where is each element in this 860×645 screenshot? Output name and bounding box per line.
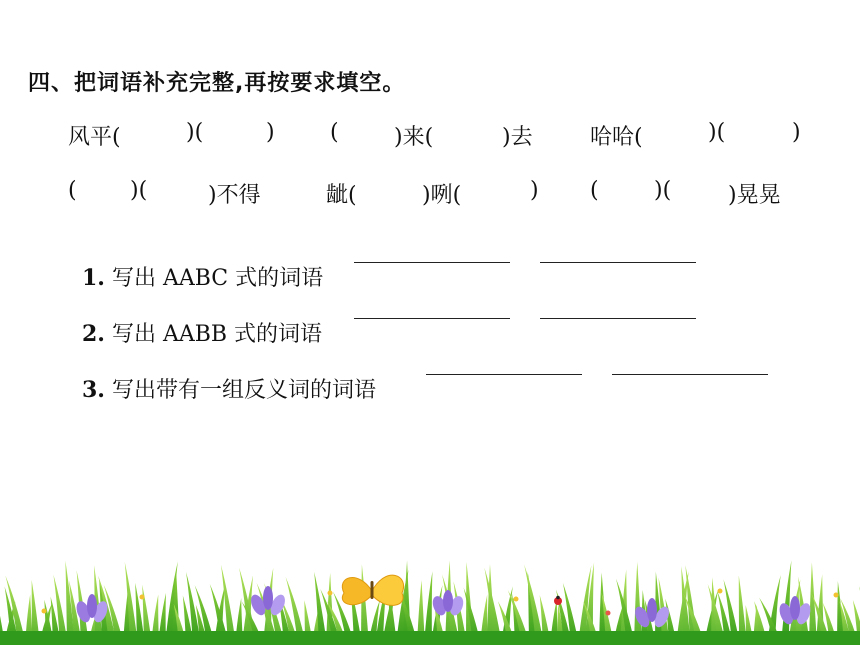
- bracket-close-open: )(: [708, 120, 726, 145]
- fill-row-1: [68, 120, 828, 152]
- fill-row-2: [68, 178, 828, 210]
- question-text: 写出带有一组反义词的词语: [104, 378, 376, 403]
- bracket-open: (: [590, 178, 599, 203]
- question-3: [68, 348, 376, 404]
- word-budei: )不得: [208, 183, 261, 208]
- answer-blank[interactable]: [354, 318, 510, 319]
- word-fengping: 风平(: [68, 125, 121, 150]
- answer-blank[interactable]: [354, 262, 510, 263]
- butterfly-icon: [342, 575, 403, 605]
- word-qu: )去: [502, 125, 533, 150]
- bracket-open: (: [330, 120, 339, 145]
- answer-blank[interactable]: [612, 374, 768, 375]
- word-zi: 龇(: [326, 183, 357, 208]
- word-haha: 哈哈(: [590, 125, 643, 150]
- word-lie: )咧(: [422, 183, 462, 208]
- answer-blank[interactable]: [426, 374, 582, 375]
- question-1: [68, 236, 323, 292]
- bracket-close: ): [792, 120, 801, 145]
- bracket-open: (: [68, 178, 77, 203]
- answer-blank[interactable]: [540, 262, 696, 263]
- question-number: 1.: [82, 265, 105, 291]
- bracket-close-open: )(: [186, 120, 204, 145]
- question-number: 2.: [82, 321, 105, 347]
- grass-decoration: [0, 555, 860, 645]
- question-text: 写出 AABC 式的词语: [104, 266, 324, 291]
- bracket-close: ): [530, 178, 539, 203]
- question-2: [68, 292, 322, 348]
- question-number: 3.: [82, 377, 105, 403]
- question-text: 写出 AABB 式的词语: [104, 322, 323, 347]
- word-lai: )来(: [394, 125, 434, 150]
- section-title: 四、把词语补充完整,再按要求填空。: [28, 71, 406, 96]
- bracket-close-open: )(: [654, 178, 672, 203]
- bracket-close: ): [266, 120, 275, 145]
- ladybug-icon: [554, 596, 562, 605]
- word-huanghuang: )晃晃: [728, 183, 781, 208]
- bracket-close-open: )(: [130, 178, 148, 203]
- answer-blank[interactable]: [540, 318, 696, 319]
